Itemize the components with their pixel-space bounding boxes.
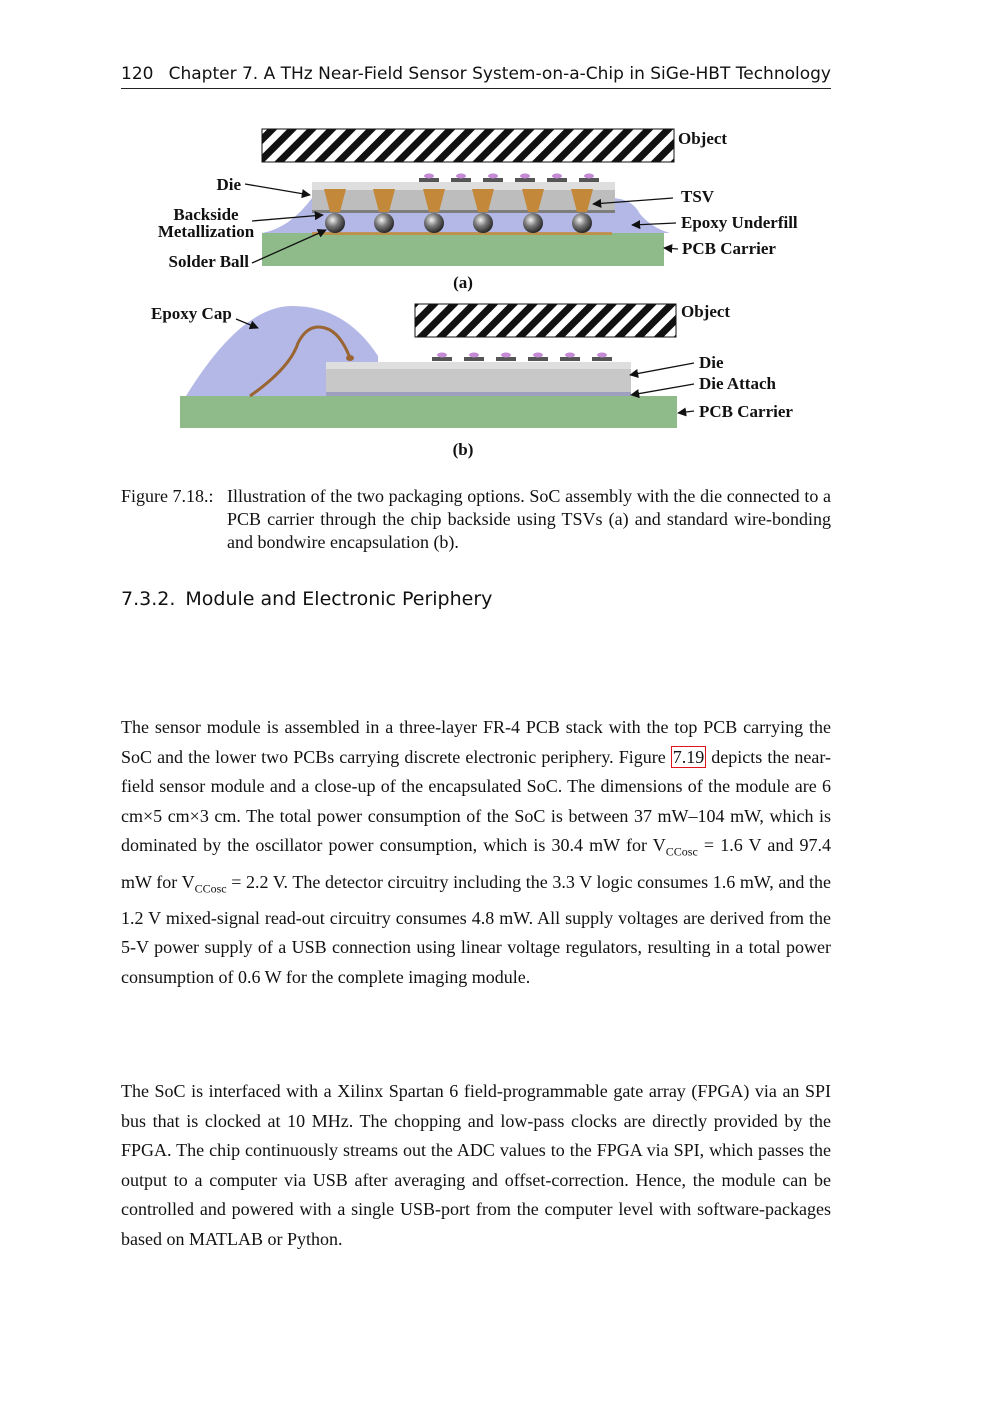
section-number: 7.3.2. bbox=[121, 588, 176, 610]
solder-ball bbox=[473, 213, 493, 233]
solder-ball bbox=[424, 213, 444, 233]
backside-metal-strip bbox=[312, 232, 612, 235]
panel-b bbox=[151, 302, 793, 459]
label-epoxy-cap: Epoxy Cap bbox=[151, 304, 232, 323]
vcc-subscript: CCosc bbox=[665, 844, 698, 859]
page-number: 120 bbox=[121, 64, 154, 84]
label-pcb-carrier-a: PCB Carrier bbox=[682, 239, 776, 258]
paragraph-2: The SoC is interfaced with a Xilinx Spartan 6 field-programmable gate array (FPGA) via an SPI bus that is clocked at 10 MHz. The chopping and low-pass clocks are directly provided by the FPGA. The chip continuously streams out the ADC values to the FPGA via SPI, which passes the output to a computer via USB after averaging and offset-correction. Hence, the module can be controlled and powered with a single USB-port from the computer level with software-packages based on MATLAB or Python. bbox=[121, 1081, 831, 1249]
figure-caption bbox=[121, 485, 831, 554]
panel-b-tag: (b) bbox=[452, 440, 474, 459]
object-b bbox=[415, 304, 676, 337]
label-epoxy-underfill: Epoxy Underfill bbox=[681, 213, 798, 232]
label-object-b: Object bbox=[681, 302, 731, 321]
chapter-title: Chapter 7. A THz Near-Field Sensor System-on-a-Chip in SiGe-HBT Technology bbox=[168, 64, 831, 84]
backside-metallization bbox=[312, 210, 615, 213]
label-die-a: Die bbox=[216, 175, 241, 194]
die-attach bbox=[326, 392, 631, 396]
para1-text-b: depicts the near-field sensor module and a close-up of the encapsulated SoC. The dimensions of the module are 6 cm×5 cm×3 cm. The total power consumption of the SoC is between 37 mW–104 mW, which is dominated by the oscillator power consumption, which is 30.4 mW for V bbox=[121, 746, 831, 856]
object-a bbox=[262, 129, 674, 162]
solder-ball bbox=[325, 213, 345, 233]
sensor-pads-b bbox=[432, 353, 612, 362]
pcb-carrier-a bbox=[262, 233, 664, 266]
label-die-attach: Die Attach bbox=[699, 374, 776, 393]
label-pcb-carrier-b: PCB Carrier bbox=[699, 402, 793, 421]
caption-label: Figure 7.18.: bbox=[121, 486, 214, 506]
section-title: Module and Electronic Periphery bbox=[185, 588, 493, 610]
label-tsv: TSV bbox=[681, 187, 715, 206]
packaging-figure bbox=[140, 118, 840, 468]
solder-ball bbox=[374, 213, 394, 233]
section-heading bbox=[121, 588, 492, 610]
die-b-top-layer bbox=[326, 362, 631, 369]
panel-a bbox=[158, 129, 798, 292]
packaging-diagram bbox=[140, 118, 840, 468]
label-object-a: Object bbox=[678, 129, 728, 148]
para1-text-a: The sensor module is assembled in a three-layer FR-4 PCB stack with the top PCB carrying the SoC and the lower two PCBs carrying discrete electronic periphery. Figure bbox=[121, 717, 831, 767]
solder-ball bbox=[572, 213, 592, 233]
solder-ball bbox=[523, 213, 543, 233]
para1-text-d: = 2.2 V. The detector circuitry including the 3.3 V logic consumes 1.6 mW, and the 1.2 V mixed-signal read-out circuitry consumes 4.8 mW. All supply voltages are derived from the 5-V power supply of a USB connection using linear voltage regulators, resulting in a total power consumption of 0.6 W for the complete imaging module. bbox=[121, 871, 832, 987]
page-header bbox=[121, 62, 831, 89]
vcc-subscript: CCosc bbox=[194, 881, 227, 896]
label-backside-2: Metallization bbox=[157, 222, 255, 241]
pcb-carrier-b bbox=[180, 396, 677, 428]
label-backside-1: Backside bbox=[173, 205, 239, 224]
label-die-b: Die bbox=[699, 353, 724, 372]
die-a-top-layer bbox=[312, 182, 615, 190]
paragraph-1 bbox=[121, 713, 831, 993]
caption-text: Illustration of the two packaging options. SoC assembly with the die connected to a PCB carrier through the chip backside using TSVs (a) and standard wire-bonding and bondwire encapsulation (b). bbox=[227, 486, 831, 552]
sensor-pads-a bbox=[419, 174, 599, 183]
para1-text-c: = 1.6 V and 97.4 mW for V bbox=[121, 835, 831, 892]
bond-pad bbox=[346, 355, 354, 361]
panel-a-tag: (a) bbox=[453, 273, 473, 292]
label-solder-ball: Solder Ball bbox=[168, 252, 249, 271]
figure-ref-link[interactable]: 7.19 bbox=[672, 746, 705, 767]
